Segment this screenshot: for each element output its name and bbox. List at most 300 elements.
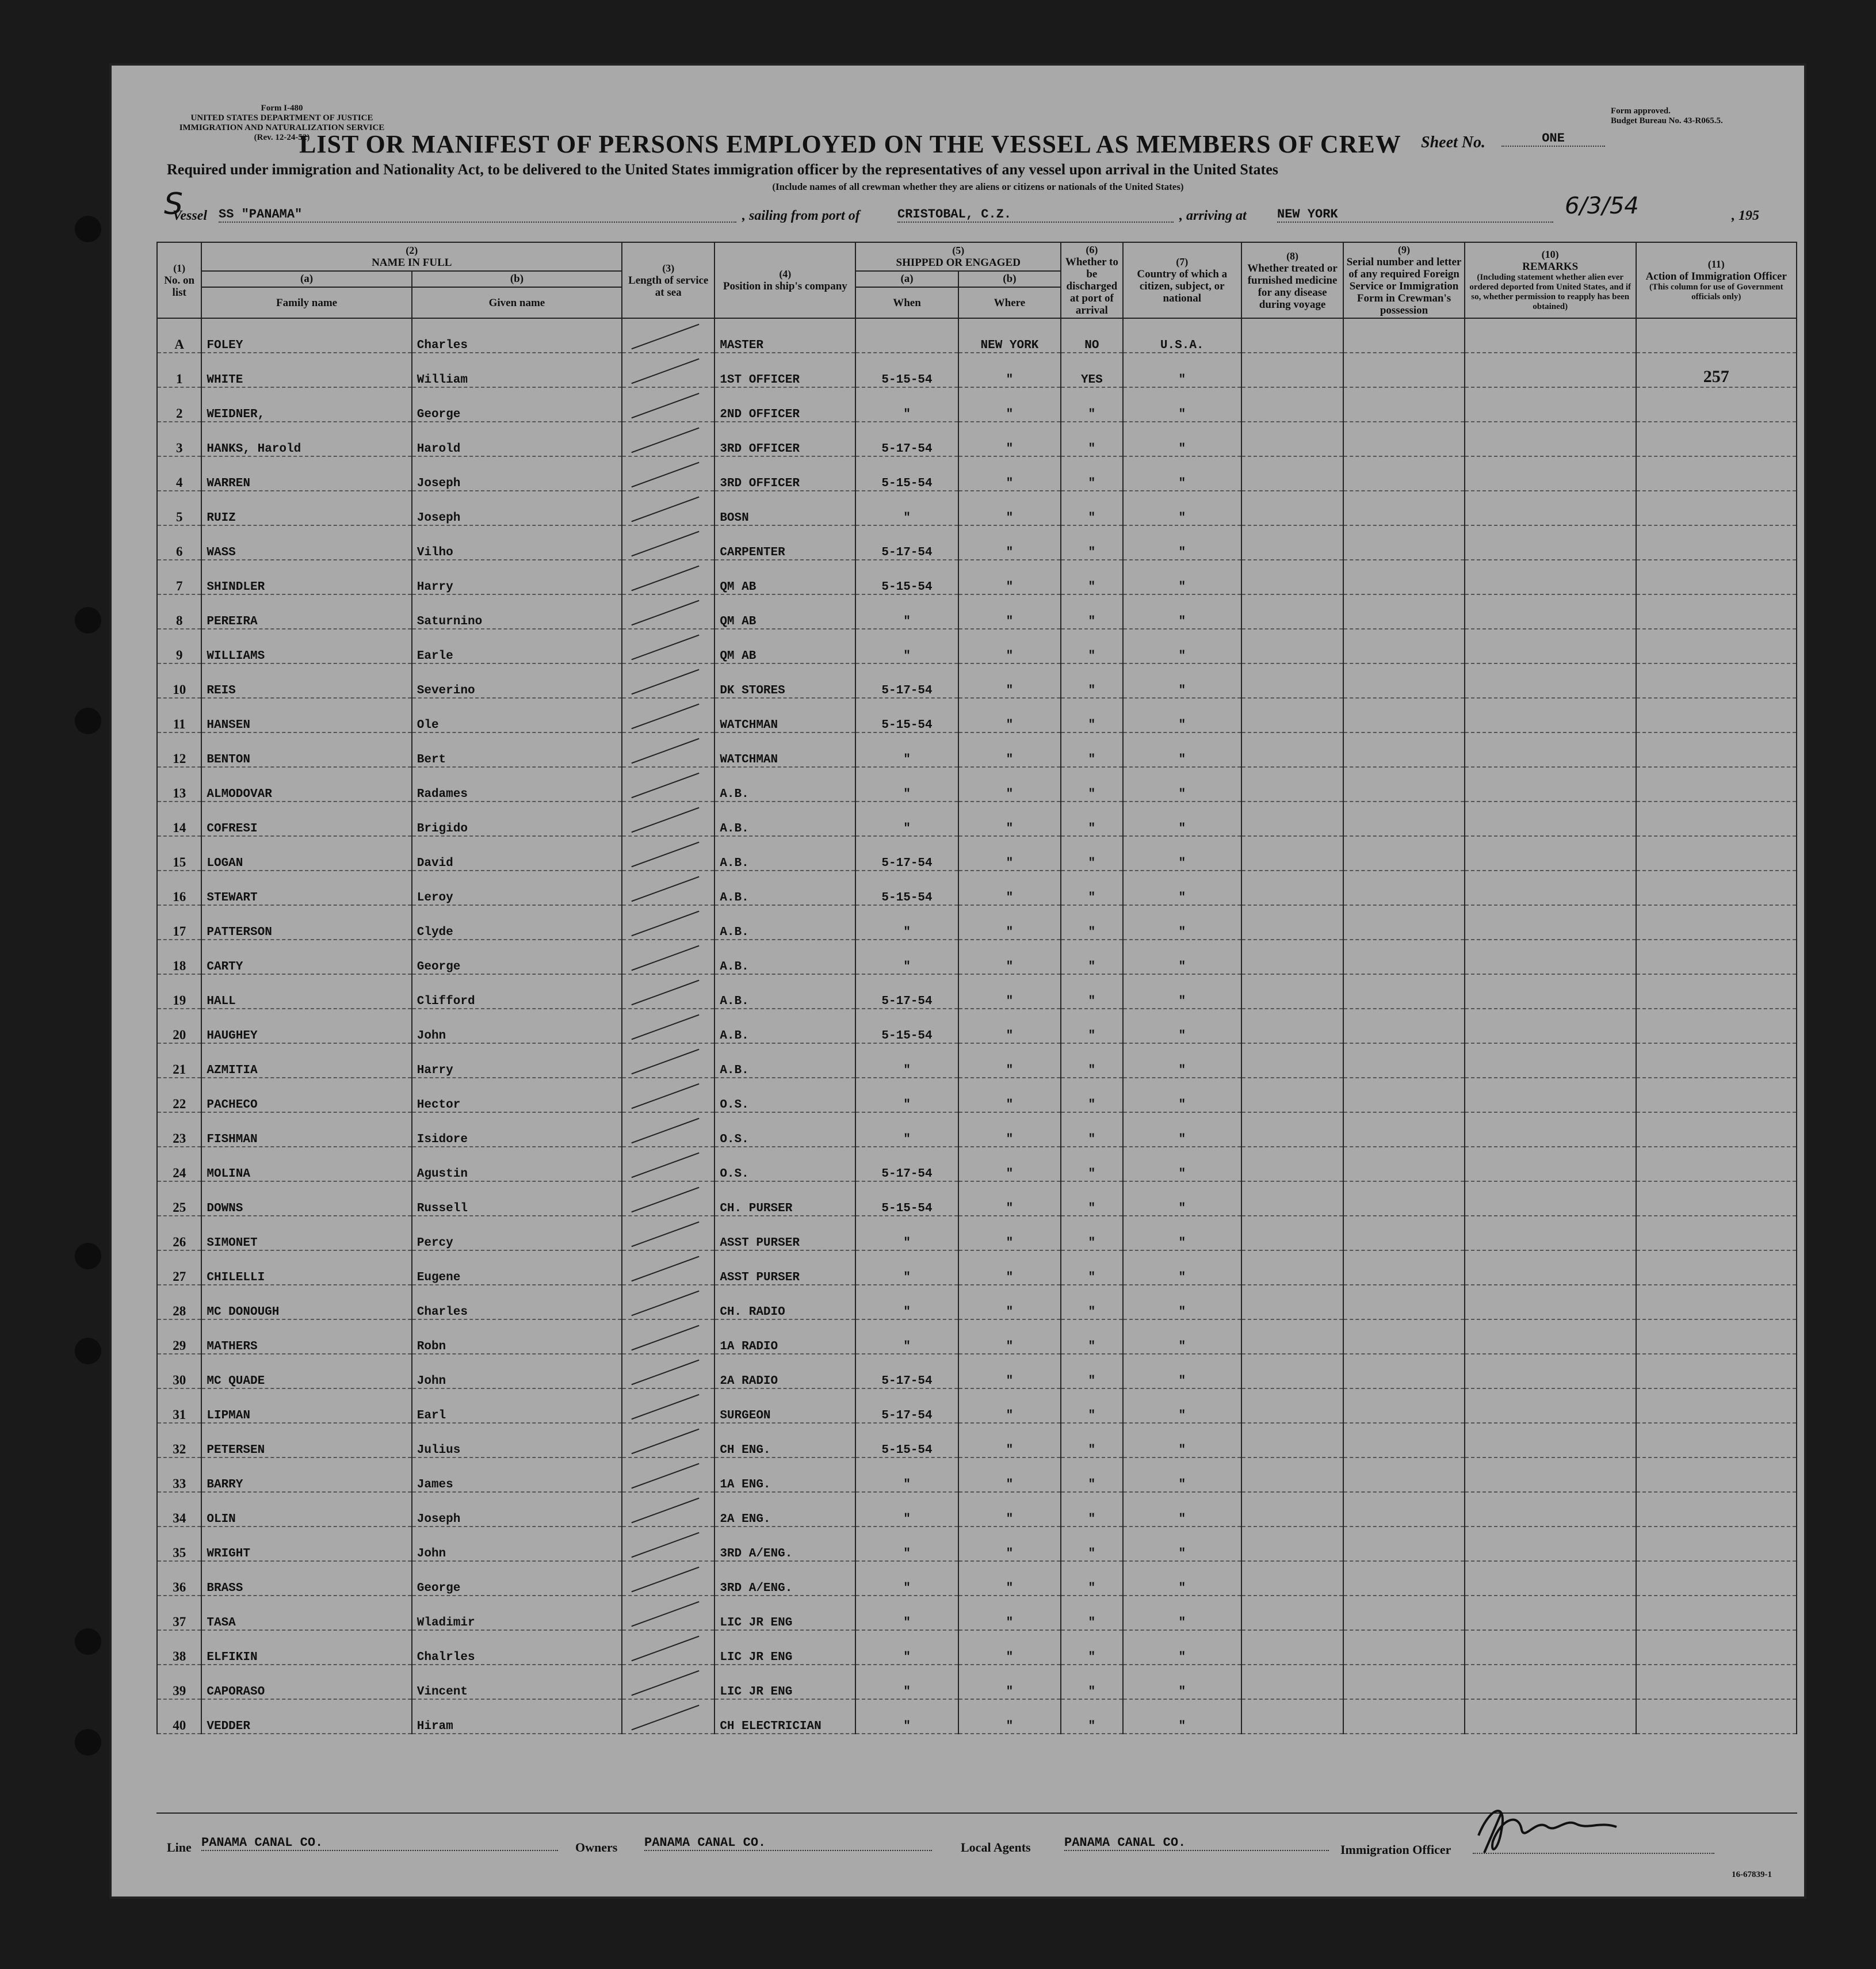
- page-title: LIST OR MANIFEST OF PERSONS EMPLOYED ON THE VESSEL AS MEMBERS OF CREW: [299, 130, 1401, 158]
- cell-no: 1: [157, 353, 201, 387]
- table-row: [157, 1250, 1797, 1285]
- cell-action: [1636, 802, 1797, 836]
- cell-len: [622, 1009, 715, 1043]
- cell-country: ": [1123, 698, 1241, 732]
- cell-remarks: [1465, 663, 1636, 698]
- cell-when: 5-15-54: [855, 353, 958, 387]
- cell-given: Joseph: [412, 456, 622, 491]
- cell-given: Charles: [412, 1285, 622, 1319]
- table-row: [157, 1043, 1797, 1078]
- table-row: [157, 1388, 1797, 1423]
- cell-action: [1636, 871, 1797, 905]
- cell-remarks: [1465, 1388, 1636, 1423]
- cell-remarks: [1465, 732, 1636, 767]
- cell-len: [622, 767, 715, 802]
- cell-position: QM AB: [715, 560, 855, 594]
- cell-family: FISHMAN: [201, 1112, 411, 1147]
- cell-country: ": [1123, 491, 1241, 525]
- cell-action: [1636, 629, 1797, 663]
- cell-remarks: [1465, 1354, 1636, 1388]
- cell-family: REIS: [201, 663, 411, 698]
- cell-action: [1636, 836, 1797, 871]
- cell-discharged: ": [1061, 1112, 1122, 1147]
- cell-family: CHILELLI: [201, 1250, 411, 1285]
- cell-med: [1241, 871, 1343, 905]
- cell-action: [1636, 422, 1797, 456]
- cell-len: [622, 1285, 715, 1319]
- cell-action: [1636, 1319, 1797, 1354]
- cell-given: William: [412, 353, 622, 387]
- cell-country: ": [1123, 1285, 1241, 1319]
- cell-where: ": [958, 594, 1061, 629]
- cell-given: Eugene: [412, 1250, 622, 1285]
- cell-country: ": [1123, 1009, 1241, 1043]
- cell-position: CARPENTER: [715, 525, 855, 560]
- cell-given: Agustin: [412, 1147, 622, 1181]
- cell-where: ": [958, 1009, 1061, 1043]
- table-row: [157, 491, 1797, 525]
- cell-when: ": [855, 1699, 958, 1734]
- cell-serial: [1343, 732, 1465, 767]
- cell-when: ": [855, 387, 958, 422]
- cell-when: 5-17-54: [855, 525, 958, 560]
- cell-discharged: ": [1061, 905, 1122, 940]
- table-row: [157, 387, 1797, 422]
- cell-len: [622, 1665, 715, 1699]
- cell-len: [622, 629, 715, 663]
- cell-family: BENTON: [201, 732, 411, 767]
- cell-serial: [1343, 1043, 1465, 1078]
- cell-serial: [1343, 387, 1465, 422]
- cell-action: [1636, 1423, 1797, 1457]
- cell-family: PACHECO: [201, 1078, 411, 1112]
- cell-med: [1241, 491, 1343, 525]
- cell-when: 5-15-54: [855, 1009, 958, 1043]
- cell-remarks: [1465, 491, 1636, 525]
- cell-len: [622, 1043, 715, 1078]
- cell-med: [1241, 1319, 1343, 1354]
- table-row: [157, 974, 1797, 1009]
- cell-remarks: [1465, 629, 1636, 663]
- cell-when: ": [855, 802, 958, 836]
- cell-remarks: [1465, 1319, 1636, 1354]
- cell-med: [1241, 1388, 1343, 1423]
- cell-remarks: [1465, 1423, 1636, 1457]
- cell-serial: [1343, 1250, 1465, 1285]
- cell-discharged: ": [1061, 1078, 1122, 1112]
- cell-family: RUIZ: [201, 491, 411, 525]
- cell-position: 3RD A/ENG.: [715, 1527, 855, 1561]
- cell-len: [622, 836, 715, 871]
- cell-position: A.B.: [715, 974, 855, 1009]
- cell-no: 4: [157, 456, 201, 491]
- cell-given: Clyde: [412, 905, 622, 940]
- cell-given: Wladimir: [412, 1596, 622, 1630]
- cell-med: [1241, 732, 1343, 767]
- cell-serial: [1343, 1527, 1465, 1561]
- table-row: [157, 698, 1797, 732]
- sailing-label: , sailing from port of: [742, 208, 860, 223]
- col-shipped-header: (5) SHIPPED OR ENGAGED: [855, 242, 1061, 271]
- cell-where: ": [958, 1527, 1061, 1561]
- cell-serial: [1343, 422, 1465, 456]
- cell-family: SHINDLER: [201, 560, 411, 594]
- cell-family: MC DONOUGH: [201, 1285, 411, 1319]
- cell-country: ": [1123, 1112, 1241, 1147]
- table-row: [157, 871, 1797, 905]
- cell-position: DK STORES: [715, 663, 855, 698]
- cell-where: ": [958, 1181, 1061, 1216]
- cell-where: ": [958, 1216, 1061, 1250]
- owners-label: Owners: [575, 1840, 618, 1854]
- cell-family: WILLIAMS: [201, 629, 411, 663]
- table-row: [157, 1181, 1797, 1216]
- cell-position: MASTER: [715, 318, 855, 353]
- cell-discharged: ": [1061, 1630, 1122, 1665]
- cell-action: [1636, 698, 1797, 732]
- cell-discharged: ": [1061, 767, 1122, 802]
- punch-hole: [75, 1729, 101, 1756]
- cell-remarks: [1465, 1630, 1636, 1665]
- table-row: [157, 1527, 1797, 1561]
- cell-med: [1241, 1043, 1343, 1078]
- cell-when: ": [855, 767, 958, 802]
- cell-len: [622, 560, 715, 594]
- col-when-sub: (a): [855, 271, 958, 287]
- cell-len: [622, 663, 715, 698]
- cell-discharged: ": [1061, 560, 1122, 594]
- cell-position: A.B.: [715, 1043, 855, 1078]
- table-row: [157, 940, 1797, 974]
- cell-action: [1636, 456, 1797, 491]
- cell-discharged: ": [1061, 1492, 1122, 1527]
- cell-remarks: [1465, 1250, 1636, 1285]
- cell-discharged: ": [1061, 594, 1122, 629]
- cell-country: ": [1123, 767, 1241, 802]
- cell-family: WASS: [201, 525, 411, 560]
- cell-given: Chalrles: [412, 1630, 622, 1665]
- table-row: [157, 456, 1797, 491]
- cell-where: ": [958, 1043, 1061, 1078]
- cell-when: 5-15-54: [855, 871, 958, 905]
- cell-position: A.B.: [715, 1009, 855, 1043]
- cell-serial: [1343, 1285, 1465, 1319]
- punch-hole: [75, 708, 101, 734]
- cell-given: Russell: [412, 1181, 622, 1216]
- department: UNITED STATES DEPARTMENT OF JUSTICE: [190, 113, 373, 123]
- col-where-header: Where: [958, 287, 1061, 318]
- revision: (Rev. 12-24-52): [254, 133, 310, 142]
- cell-family: WARREN: [201, 456, 411, 491]
- cell-no: 5: [157, 491, 201, 525]
- cell-position: WATCHMAN: [715, 732, 855, 767]
- cell-when: ": [855, 1665, 958, 1699]
- cell-serial: [1343, 1665, 1465, 1699]
- cell-serial: [1343, 1699, 1465, 1734]
- arrival-date: 6/3/54: [1565, 193, 1639, 219]
- cell-len: [622, 1527, 715, 1561]
- cell-len: [622, 353, 715, 387]
- cell-country: U.S.A.: [1123, 318, 1241, 353]
- cell-no: 24: [157, 1147, 201, 1181]
- cell-given: John: [412, 1527, 622, 1561]
- cell-serial: [1343, 1388, 1465, 1423]
- cell-action: [1636, 1527, 1797, 1561]
- col-when-header: When: [855, 287, 958, 318]
- cell-when: ": [855, 1112, 958, 1147]
- cell-serial: [1343, 871, 1465, 905]
- cell-remarks: [1465, 974, 1636, 1009]
- cell-when: ": [855, 629, 958, 663]
- col-remarks-header: (10) REMARKS (Including statement whether alien ever ordered deported from United States, and if so, whether permission to reapply has been obtained): [1465, 242, 1636, 318]
- cell-where: ": [958, 491, 1061, 525]
- cell-position: CH ENG.: [715, 1423, 855, 1457]
- line-label: Line: [167, 1840, 192, 1854]
- cell-med: [1241, 698, 1343, 732]
- cell-remarks: [1465, 1596, 1636, 1630]
- cell-where: ": [958, 1630, 1061, 1665]
- cell-remarks: [1465, 871, 1636, 905]
- cell-when: 5-15-54: [855, 1181, 958, 1216]
- cell-family: DOWNS: [201, 1181, 411, 1216]
- cell-when: 5-17-54: [855, 974, 958, 1009]
- cell-len: [622, 974, 715, 1009]
- cell-no: 37: [157, 1596, 201, 1630]
- cell-position: 1A RADIO: [715, 1319, 855, 1354]
- cell-when: 5-17-54: [855, 663, 958, 698]
- cell-country: ": [1123, 629, 1241, 663]
- cell-country: ": [1123, 1147, 1241, 1181]
- cell-serial: [1343, 698, 1465, 732]
- cell-len: [622, 491, 715, 525]
- cell-remarks: [1465, 560, 1636, 594]
- cell-given: Bert: [412, 732, 622, 767]
- cell-country: ": [1123, 905, 1241, 940]
- cell-discharged: ": [1061, 1354, 1122, 1388]
- include-note: (Include names of all crewman whether they are aliens or citizens or nationals of the United States): [772, 181, 1184, 192]
- cell-discharged: ": [1061, 1216, 1122, 1250]
- cell-country: ": [1123, 1250, 1241, 1285]
- cell-discharged: ": [1061, 1665, 1122, 1699]
- cell-country: ": [1123, 525, 1241, 560]
- cell-med: [1241, 974, 1343, 1009]
- cell-position: QM AB: [715, 629, 855, 663]
- cell-discharged: ": [1061, 974, 1122, 1009]
- cell-country: ": [1123, 1423, 1241, 1457]
- cell-when: 5-17-54: [855, 1388, 958, 1423]
- cell-serial: [1343, 1112, 1465, 1147]
- table-row: [157, 1112, 1797, 1147]
- cell-serial: [1343, 1492, 1465, 1527]
- cell-serial: [1343, 802, 1465, 836]
- cell-position: CH ELECTRICIAN: [715, 1699, 855, 1734]
- table-row: [157, 318, 1797, 353]
- cell-position: QM AB: [715, 594, 855, 629]
- cell-serial: [1343, 1078, 1465, 1112]
- cell-when: ": [855, 1285, 958, 1319]
- cell-position: A.B.: [715, 871, 855, 905]
- cell-position: CH. RADIO: [715, 1285, 855, 1319]
- cell-when: ": [855, 1216, 958, 1250]
- cell-country: ": [1123, 663, 1241, 698]
- line-value: PANAMA CANAL CO.: [201, 1836, 558, 1851]
- col-family-header: Family name: [201, 287, 411, 318]
- cell-position: BOSN: [715, 491, 855, 525]
- cell-where: ": [958, 353, 1061, 387]
- cell-discharged: ": [1061, 1699, 1122, 1734]
- cell-when: ": [855, 1078, 958, 1112]
- cell-med: [1241, 456, 1343, 491]
- form-code: 16-67839-1: [1732, 1870, 1772, 1879]
- cell-len: [622, 1216, 715, 1250]
- table-row: [157, 1699, 1797, 1734]
- cell-given: Charles: [412, 318, 622, 353]
- cell-where: ": [958, 1492, 1061, 1527]
- cell-given: John: [412, 1009, 622, 1043]
- cell-len: [622, 1078, 715, 1112]
- cell-remarks: [1465, 1043, 1636, 1078]
- cell-family: PEREIRA: [201, 594, 411, 629]
- cell-given: Joseph: [412, 1492, 622, 1527]
- cell-when: ": [855, 1319, 958, 1354]
- cell-action: [1636, 1630, 1797, 1665]
- table-row: [157, 1665, 1797, 1699]
- cell-discharged: ": [1061, 1285, 1122, 1319]
- cell-med: [1241, 1216, 1343, 1250]
- cell-action: [1636, 1250, 1797, 1285]
- cell-when: ": [855, 732, 958, 767]
- cell-no: 7: [157, 560, 201, 594]
- cell-action: [1636, 1112, 1797, 1147]
- cell-when: 5-17-54: [855, 1147, 958, 1181]
- table-row: [157, 1561, 1797, 1596]
- cell-given: Joseph: [412, 491, 622, 525]
- cell-med: [1241, 663, 1343, 698]
- cell-action: [1636, 1043, 1797, 1078]
- cell-action: [1636, 1492, 1797, 1527]
- table-row: [157, 1492, 1797, 1527]
- form-header-right: [1611, 106, 1783, 126]
- cell-med: [1241, 1457, 1343, 1492]
- cell-len: [622, 456, 715, 491]
- cell-where: ": [958, 525, 1061, 560]
- cell-remarks: [1465, 525, 1636, 560]
- cell-serial: [1343, 560, 1465, 594]
- cell-where: ": [958, 1423, 1061, 1457]
- cell-position: 1ST OFFICER: [715, 353, 855, 387]
- cell-given: Julius: [412, 1423, 622, 1457]
- cell-country: ": [1123, 1043, 1241, 1078]
- cell-country: ": [1123, 560, 1241, 594]
- cell-action: [1636, 1665, 1797, 1699]
- cell-where: ": [958, 663, 1061, 698]
- col-family-sub: (a): [201, 271, 411, 287]
- cell-med: [1241, 836, 1343, 871]
- cell-discharged: ": [1061, 1561, 1122, 1596]
- table-row: [157, 629, 1797, 663]
- cell-given: Earl: [412, 1388, 622, 1423]
- cell-family: LOGAN: [201, 836, 411, 871]
- cell-discharged: ": [1061, 387, 1122, 422]
- cell-remarks: [1465, 905, 1636, 940]
- handwritten-mark: S: [164, 187, 184, 222]
- cell-serial: [1343, 836, 1465, 871]
- cell-no: 30: [157, 1354, 201, 1388]
- cell-action: [1636, 663, 1797, 698]
- cell-position: A.B.: [715, 905, 855, 940]
- cell-country: ": [1123, 353, 1241, 387]
- cell-med: [1241, 1630, 1343, 1665]
- cell-remarks: [1465, 698, 1636, 732]
- cell-given: Vincent: [412, 1665, 622, 1699]
- cell-serial: [1343, 1596, 1465, 1630]
- cell-given: David: [412, 836, 622, 871]
- cell-discharged: ": [1061, 732, 1122, 767]
- arriving-label: , arriving at: [1179, 208, 1247, 223]
- cell-len: [622, 1596, 715, 1630]
- punch-hole: [75, 1628, 101, 1655]
- cell-len: [622, 1319, 715, 1354]
- cell-len: [622, 1699, 715, 1734]
- cell-when: 5-15-54: [855, 560, 958, 594]
- cell-family: SIMONET: [201, 1216, 411, 1250]
- cell-family: PATTERSON: [201, 905, 411, 940]
- cell-med: [1241, 594, 1343, 629]
- col-serial-header: (9) Serial number and letter of any required Foreign Service or Immigration Form in Crewman's possession: [1343, 242, 1465, 318]
- cell-family: HANSEN: [201, 698, 411, 732]
- cell-len: [622, 1112, 715, 1147]
- cell-position: 2ND OFFICER: [715, 387, 855, 422]
- cell-discharged: ": [1061, 698, 1122, 732]
- cell-serial: [1343, 940, 1465, 974]
- table-row: [157, 1147, 1797, 1181]
- cell-remarks: [1465, 1699, 1636, 1734]
- cell-when: 5-17-54: [855, 422, 958, 456]
- cell-given: George: [412, 940, 622, 974]
- cell-position: LIC JR ENG: [715, 1596, 855, 1630]
- col-name-header: (2) NAME IN FULL: [201, 242, 622, 271]
- table-row: [157, 1285, 1797, 1319]
- cell-serial: [1343, 1181, 1465, 1216]
- cell-discharged: ": [1061, 456, 1122, 491]
- cell-len: [622, 871, 715, 905]
- sheet-number: ONE: [1501, 131, 1605, 147]
- cell-family: PETERSEN: [201, 1423, 411, 1457]
- cell-discharged: ": [1061, 1423, 1122, 1457]
- cell-country: ": [1123, 1561, 1241, 1596]
- officer-label: Immigration Officer: [1340, 1842, 1451, 1857]
- cell-no: 19: [157, 974, 201, 1009]
- cell-med: [1241, 1147, 1343, 1181]
- cell-action: [1636, 1388, 1797, 1423]
- cell-action: [1636, 940, 1797, 974]
- cell-remarks: [1465, 456, 1636, 491]
- cell-no: 8: [157, 594, 201, 629]
- cell-remarks: [1465, 1492, 1636, 1527]
- cell-where: ": [958, 1388, 1061, 1423]
- cell-no: 2: [157, 387, 201, 422]
- cell-no: 33: [157, 1457, 201, 1492]
- cell-serial: [1343, 525, 1465, 560]
- cell-country: ": [1123, 940, 1241, 974]
- cell-discharged: ": [1061, 629, 1122, 663]
- cell-when: [855, 318, 958, 353]
- cell-med: [1241, 1665, 1343, 1699]
- cell-no: 34: [157, 1492, 201, 1527]
- cell-country: ": [1123, 1492, 1241, 1527]
- cell-len: [622, 1457, 715, 1492]
- cell-action: [1636, 318, 1797, 353]
